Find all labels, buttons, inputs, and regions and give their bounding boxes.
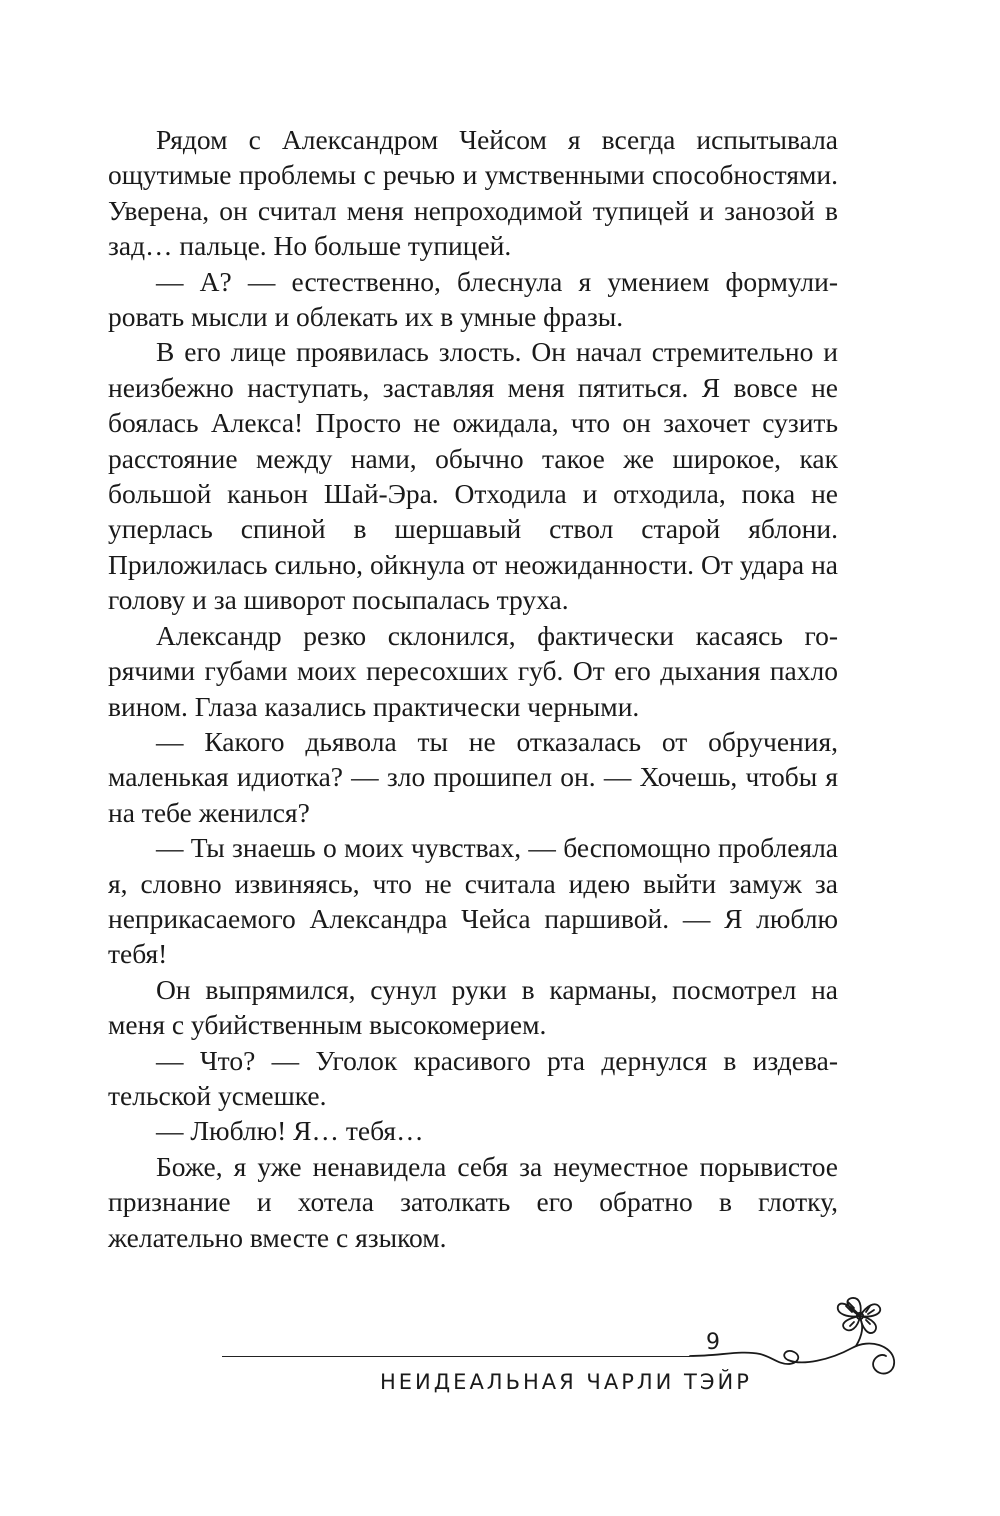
paragraph: — Люблю! Я… тебя… xyxy=(156,1115,424,1147)
paragraph: — А? — естественно, блеснула я умением формулировать мысли и облекать их в умные фразы. xyxy=(108,265,838,333)
paragraph: — Ты знаешь о моих чувствах, — беспомощно проблеяла я, словно извиняясь, что не считала идею выйти замуж за неприкасаемого Александра Чейса паршивой. — Я люблю тебя! xyxy=(108,832,838,970)
paragraph: Боже, я уже ненавидела себя за неуместное порывистое признание и хотела затолкать его обратно в глотку, желательно вместе с языком. xyxy=(108,1150,838,1253)
footer-rule xyxy=(222,1356,690,1357)
paragraph: Он выпрямился, сунул руки в карманы, посмотрел на меня с убийственным высокомерием. xyxy=(108,973,838,1041)
running-title: НЕИДЕАЛЬНАЯ ЧАРЛИ ТЭЙР xyxy=(380,1370,752,1394)
page-number: 9 xyxy=(706,1330,720,1355)
flower-flourish-icon xyxy=(680,1290,910,1400)
paragraph: Рядом с Александром Чейсом я всегда испытывала ощутимые проблемы с речью и умственными способностями. Уверена, он считал меня непроходимой тупицей и занозой в зад… пальце. Но больше тупицей. xyxy=(108,124,838,262)
paragraph: — Что? — Уголок красивого рта дернулся в издевательской усмешке. xyxy=(108,1044,838,1111)
paragraph: Александр резко склонился, фактически касаясь горячими губами моих пересохших губ. От его дыхания пахло вином. Глаза казались практически черными. xyxy=(108,619,838,722)
paragraph: В его лице проявилась злость. Он начал стремительно и неизбежно наступать, заставляя меня пятиться. Я вовсе не боялась Алекса! Просто не ожидала, что он захочет сузить расстояние между нами, обычно такое же широкое, как большой каньон Шай-Эра. Отходила и отходила, пока не уперлась спиной в шершавый ствол старой яблони. Приложилась сильно, ойкнула от неожиданности. От удара на голову и за шиворот посыпалась труха. xyxy=(108,336,838,616)
page-body xyxy=(108,122,838,1255)
paragraph: — Какого дьявола ты не отказалась от обручения, маленькая идиотка? — зло прошипел он. — Хочешь, чтобы я на тебе женился? xyxy=(108,725,838,828)
